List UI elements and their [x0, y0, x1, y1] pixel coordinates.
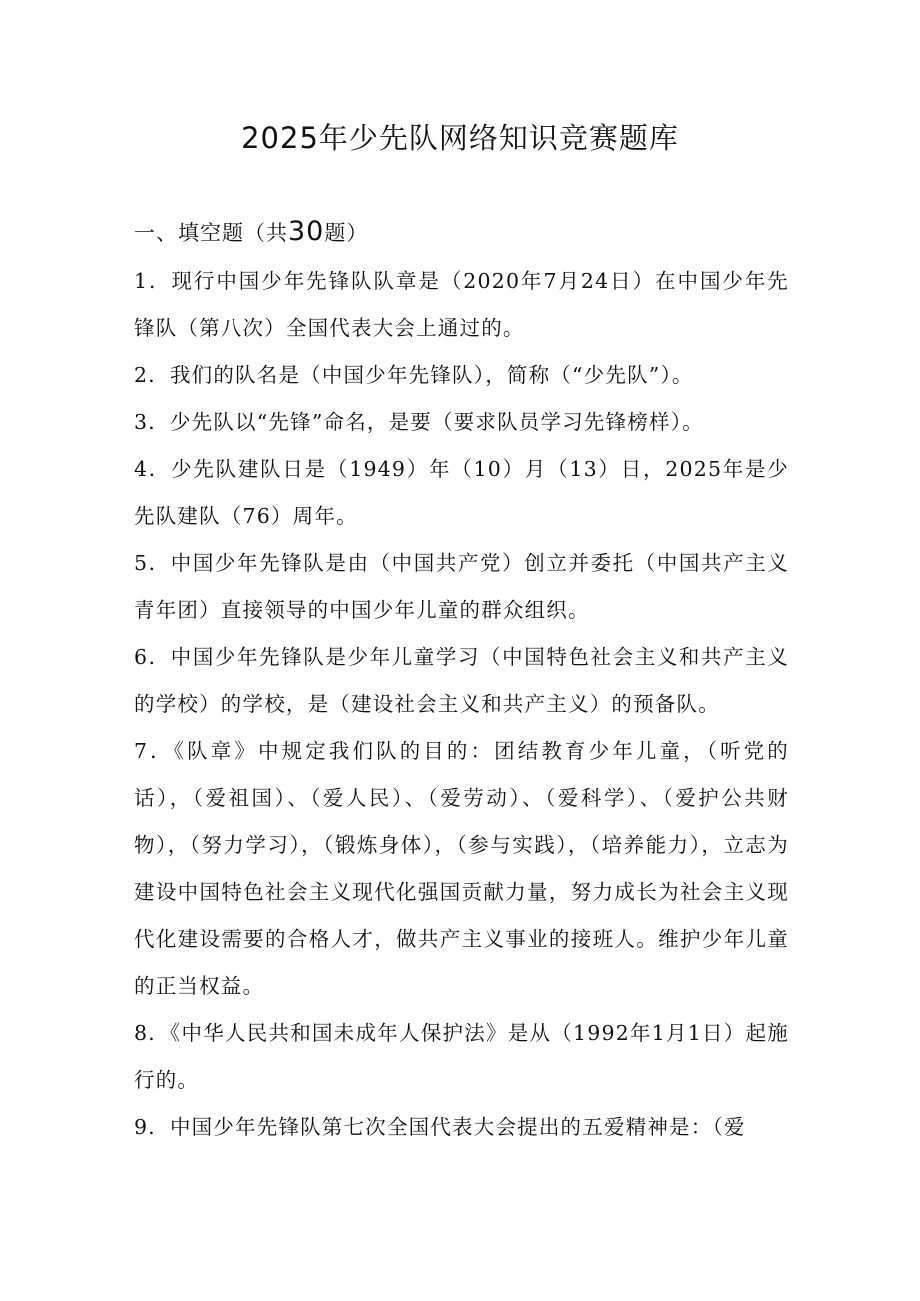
section-heading-suffix: 题）: [324, 221, 369, 245]
question-count: 30: [288, 216, 325, 247]
question-2: 2．我们的队名是（中国少年先锋队），简称（“少先队”）。: [134, 363, 694, 387]
section-heading: [134, 210, 368, 255]
question-3: 3．少先队以“先锋”命名，是要（要求队员学习先锋榜样）。: [134, 410, 704, 434]
document-title: 2025年少先队网络知识竞赛题库: [241, 121, 679, 155]
question-1: 1．现行中国少年先锋队队章是（2020年7月24日）在中国少年先锋队（第八次）全国代表大会上通过的。: [134, 269, 789, 340]
question-6: 6．中国少年先锋队是少年儿童学习（中国特色社会主义和共产主义的学校）的学校，是（建设社会主义和共产主义）的预备队。: [134, 645, 789, 716]
question-list: [134, 258, 789, 1151]
section-heading-prefix: 一、填空题（共: [134, 221, 288, 245]
question-7: 7．《队章》中规定我们队的目的：团结教育少年儿童，（听党的话），（爱祖国）、（爱人民）、（爱劳动）、（爱科学）、（爱护公共财物），（努力学习），（锻炼身体），（参与实践），（培养能力），立志为建设中国特色社会主义现代化强国贡献力量，努力成长为社会主义现代化建设需要的合格人才，做共产主义事业的接班人。维护少年儿童的正当权益。: [134, 739, 789, 998]
question-9: 9．中国少年先锋队第七次全国代表大会提出的五爱精神是：（爱: [134, 1115, 746, 1139]
question-4: 4．少先队建队日是（1949）年（10）月（13）日，2025年是少先队建队（76）周年。: [134, 457, 789, 528]
question-5: 5．中国少年先锋队是由（中国共产党）创立并委托（中国共产主义青年团）直接领导的中国少年儿童的群众组织。: [134, 551, 789, 622]
question-8: 8．《中华人民共和国未成年人保护法》是从（1992年1月1日）起施行的。: [134, 1021, 789, 1092]
